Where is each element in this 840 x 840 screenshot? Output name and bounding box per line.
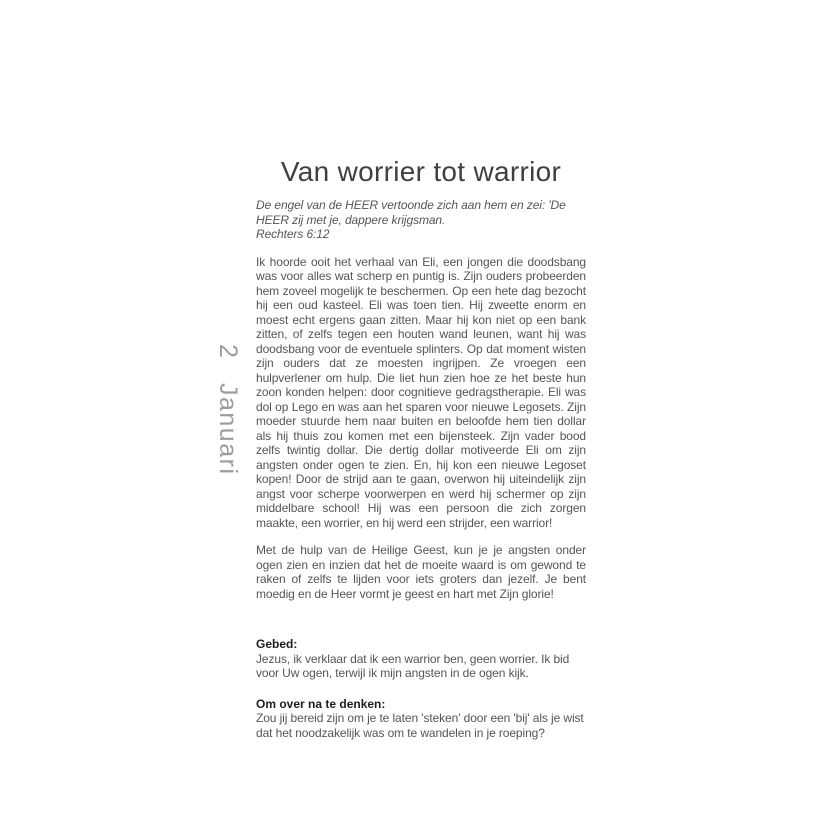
prayer-text: Jezus, ik verklaar dat ik een warrior ben, geen worrier. Ik bid voor Uw ogen, terwijl ik mijn angsten in de ogen kijk. [256, 651, 570, 680]
scripture-quote [256, 198, 586, 242]
date-sidebar [213, 344, 242, 476]
reflection-section [256, 697, 586, 741]
scripture-reference: Rechters 6:12 [256, 227, 330, 241]
reflection-heading: Om over na te denken: [256, 696, 386, 711]
prayer-heading: Gebed: [256, 637, 298, 651]
prayer-section [256, 637, 586, 681]
story-paragraph-1: Ik hoorde ooit het verhaal van Eli, een jongen die doodsbang was voor alles wat scherp en puntig is. Zijn ouders probeerden hem zoveel mogelijk te beschermen. Op een hete dag bezocht hij een oud kasteel. Eli was toen tien. Hij zweette enorm en moest echt ergens gaan zitten. Maar hij kon niet op een bank zitten, of zelfs tegen een houten wand leunen, want hij was doodsbang voor de eventuele splinters. Op dat moment wisten zijn ouders dat ze moesten ingrijpen. Ze vroegen een hulpverlener om hulp. Die liet hun zien hoe ze het beste hun zoon konden helpen: door cognitieve gedragstherapie. Eli was dol op Lego en was aan het sparen voor nieuwe Legosets. Zijn moeder stuurde hem naar buiten en beloofde hem tien dollar als hij thuis zou komen met een bijensteek. Zijn vader bood zelfs twintig dollar. Die dertig dollar motiveerde Eli om zijn angsten onder ogen te zien. En, hij kon een nieuwe Legoset kopen! Door de strijd aan te gaan, overwon hij uiteindelijk zijn angst voor scherpe voorwerpen en werd hij schermer op zijn middelbare school! Hij was een persoon die zich zorgen maakte, een worrier, en hij werd een strijder, een warrior! [256, 254, 586, 530]
devotional-content [256, 156, 586, 740]
story-paragraph-2: Met de hulp van de Heilige Geest, kun je je angsten onder ogen zien en inzien dat het de moeite waard is om gewond te raken of zelfs te lijden voor iets groters dan jezelf. Je bent moedig en de Heer vormt je geest en hart met Zijn glorie! [256, 543, 586, 601]
date-day: 2 [214, 344, 242, 360]
page-title: Van worrier tot warrior [280, 156, 562, 187]
date-month: Januari [214, 383, 242, 476]
reflection-text: Zou jij bereid zijn om je te laten 'steken' door een 'bij' als je wist dat het noodzakelijk was om te wandelen in je roeping? [256, 711, 584, 740]
scripture-text: De engel van de HEER vertoonde zich aan hem en zei: 'De HEER zij met je, dappere krijgsman. [256, 198, 566, 227]
